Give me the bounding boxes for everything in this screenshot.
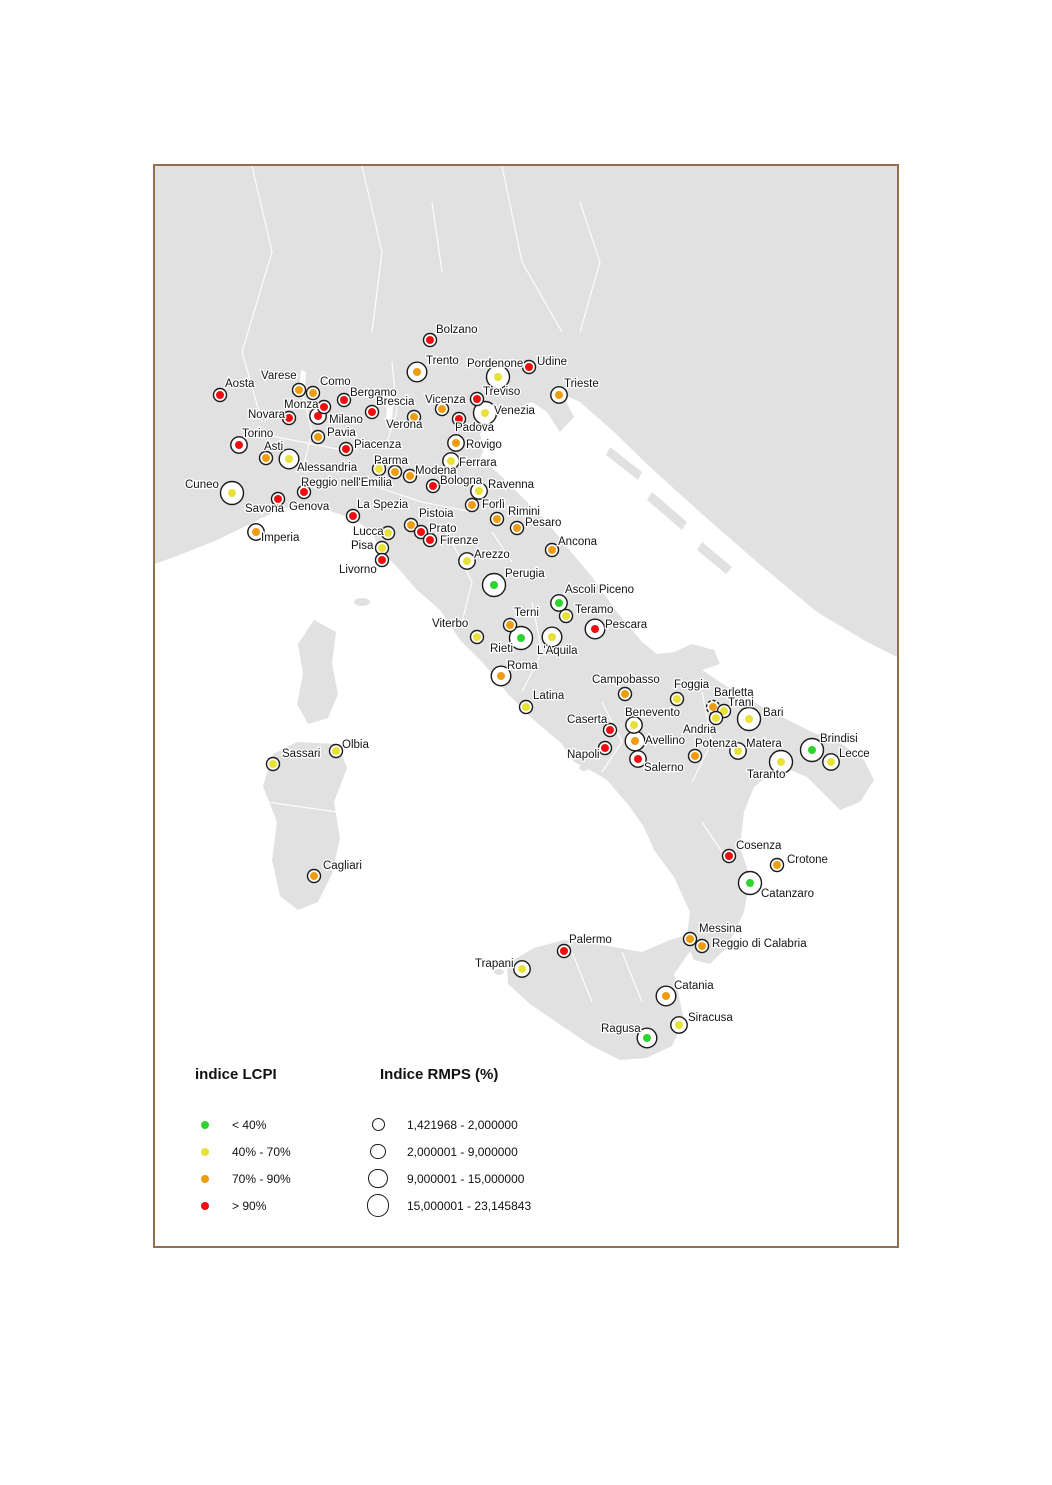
city-label-treviso: Treviso — [483, 386, 521, 398]
city-label-caserta: Caserta — [567, 714, 608, 726]
lcpi-dot — [391, 468, 399, 476]
city-label-benevento: Benevento — [625, 707, 680, 719]
lcpi-dot — [481, 409, 489, 417]
city-label-palermo: Palermo — [569, 934, 612, 946]
lcpi-dot — [555, 599, 563, 607]
lcpi-dot — [406, 472, 414, 480]
city-marker-benevento — [626, 717, 642, 733]
city-label-varese: Varese — [261, 370, 297, 382]
lcpi-dot — [548, 546, 556, 554]
city-label-perugia: Perugia — [505, 568, 545, 580]
lcpi-dot — [262, 454, 270, 462]
city-label-milano: Milano — [329, 414, 363, 426]
lcpi-dot — [473, 633, 481, 641]
city-label-avellino: Avellino — [645, 735, 686, 747]
city-label-genova: Genova — [289, 501, 330, 513]
city-label-catanzaro: Catanzaro — [761, 888, 815, 900]
city-label-catania: Catania — [674, 980, 714, 992]
lcpi-legend-label: 70% - 90% — [232, 1171, 291, 1186]
city-marker-bologna — [427, 480, 440, 493]
lcpi-dot — [447, 457, 455, 465]
city-label-udine: Udine — [537, 356, 568, 368]
lcpi-dot — [777, 758, 785, 766]
city-marker-terni — [504, 619, 517, 632]
city-marker-potenza — [689, 750, 702, 763]
city-label-viterbo: Viterbo — [432, 618, 469, 630]
city-label-latina: Latina — [533, 690, 565, 702]
lcpi-dot — [468, 501, 476, 509]
city-label-imperia: Imperia — [261, 532, 300, 544]
city-label-arezzo: Arezzo — [474, 549, 510, 561]
city-marker-sassari — [267, 758, 280, 771]
lcpi-dot — [506, 621, 514, 629]
city-marker-teramo — [560, 610, 573, 623]
city-label-bergamo: Bergamo — [350, 387, 397, 399]
city-label-potenza: Potenza — [695, 738, 738, 750]
city-marker-olbia — [330, 745, 343, 758]
legend-lcpi-item-orange — [187, 1165, 357, 1192]
rmps-swatch-cell — [358, 1118, 398, 1131]
lcpi-dot — [426, 536, 434, 544]
city-marker-bolzano — [424, 334, 437, 347]
lcpi-dot — [562, 612, 570, 620]
city-label-bologna: Bologna — [440, 475, 483, 487]
city-label-bari: Bari — [763, 707, 784, 719]
lcpi-dot — [475, 487, 483, 495]
legend-lcpi-rows — [187, 1111, 357, 1219]
rmps-legend-circle-4 — [367, 1194, 390, 1217]
lcpi-dot — [560, 947, 568, 955]
rmps-legend-circle-3 — [368, 1169, 388, 1189]
city-marker-treviso — [471, 393, 484, 406]
lcpi-dot — [320, 403, 328, 411]
lcpi-swatch-cell — [187, 1202, 223, 1210]
city-label-trento: Trento — [426, 355, 459, 367]
city-marker-cosenza — [723, 850, 736, 863]
city-label-modena: Modena — [415, 465, 457, 477]
city-label-roma: Roma — [507, 660, 538, 672]
city-marker-pisa — [376, 542, 389, 555]
map-frame — [153, 164, 899, 1248]
city-label-pisa: Pisa — [351, 540, 374, 552]
lcpi-dot — [808, 746, 816, 754]
city-marker-asti — [260, 452, 273, 465]
city-marker-catanzaro — [739, 872, 762, 895]
lcpi-legend-dot-yellow — [201, 1148, 209, 1156]
city-label-lecce: Lecce — [839, 748, 870, 760]
lcpi-dot — [300, 488, 308, 496]
legend-rmps — [358, 1066, 658, 1219]
lcpi-dot — [235, 441, 243, 449]
lcpi-dot — [686, 935, 694, 943]
city-label-trapani: Trapani — [475, 958, 514, 970]
city-marker-pesaro — [511, 522, 524, 535]
city-marker-viterbo — [471, 631, 484, 644]
legend-lcpi-item-red — [187, 1192, 357, 1219]
city-label-pesaro: Pesaro — [525, 517, 562, 529]
city-label-pordenone: Pordenone — [467, 358, 524, 370]
lcpi-legend-label: < 40% — [232, 1117, 267, 1132]
city-label-novara: Novara — [248, 409, 286, 421]
elba-island — [354, 598, 370, 606]
city-label-salerno: Salerno — [644, 762, 684, 774]
city-label-messina: Messina — [699, 923, 742, 935]
city-label-livorno: Livorno — [339, 564, 377, 576]
lcpi-dot — [274, 495, 282, 503]
city-label-brescia: Brescia — [376, 396, 415, 408]
city-label-torino: Torino — [242, 428, 274, 440]
city-label-pavia: Pavia — [327, 427, 356, 439]
city-marker-andria — [710, 712, 723, 725]
city-label-cuneo: Cuneo — [185, 479, 219, 491]
city-marker-varese — [293, 384, 306, 397]
legend-rmps-item-4 — [358, 1192, 658, 1219]
city-label-padova: Padova — [455, 422, 495, 434]
lcpi-dot — [675, 1021, 683, 1029]
lcpi-dot — [413, 368, 421, 376]
city-label-ragusa: Ragusa — [601, 1023, 641, 1035]
lcpi-dot — [601, 744, 609, 752]
city-label-sassari: Sassari — [282, 748, 321, 760]
city-label-rovigo: Rovigo — [466, 439, 502, 451]
lcpi-dot — [463, 557, 471, 565]
city-label-la-spezia: La Spezia — [357, 499, 409, 511]
city-marker-trento — [407, 362, 427, 382]
lcpi-dot — [378, 544, 386, 552]
city-label-napoli: Napoli — [567, 749, 600, 761]
rmps-legend-label: 15,000001 - 23,145843 — [407, 1198, 532, 1213]
city-marker-pescara — [585, 619, 605, 639]
city-label-brindisi: Brindisi — [820, 733, 858, 745]
city-label-reggio-nell-emilia: Reggio nell'Emilia — [301, 477, 393, 489]
city-marker-rimini — [491, 513, 504, 526]
city-label-firenze: Firenze — [440, 535, 479, 547]
lcpi-legend-label: 40% - 70% — [232, 1144, 291, 1159]
lcpi-dot — [332, 747, 340, 755]
lcpi-dot — [712, 714, 720, 722]
lcpi-dot — [745, 715, 753, 723]
city-marker-rovigo — [448, 435, 464, 451]
lcpi-dot — [606, 726, 614, 734]
lcpi-dot — [513, 524, 521, 532]
city-label-matera: Matera — [746, 738, 782, 750]
city-label-asti: Asti — [264, 441, 284, 453]
city-label-andria: Andria — [683, 724, 717, 736]
city-label-terni: Terni — [514, 607, 539, 619]
city-label-cagliari: Cagliari — [323, 860, 362, 872]
lcpi-dot — [473, 395, 481, 403]
city-label-bolzano: Bolzano — [436, 324, 478, 336]
legend-rmps-item-3 — [358, 1165, 658, 1192]
city-label-forl: Forlì — [482, 499, 505, 511]
lcpi-dot — [438, 405, 446, 413]
city-marker-piacenza — [340, 443, 353, 456]
legend-lcpi-item-green — [187, 1111, 357, 1138]
lcpi-dot — [252, 528, 260, 536]
city-marker-foggia — [671, 693, 684, 706]
city-label-trieste: Trieste — [564, 378, 599, 390]
legend-lcpi — [187, 1066, 357, 1219]
city-label-lucca: Lucca — [353, 526, 384, 538]
city-label-l-aquila: L'Aquila — [537, 645, 578, 657]
lcpi-dot — [452, 439, 460, 447]
city-label-taranto: Taranto — [747, 769, 786, 781]
city-label-pistoia: Pistoia — [419, 508, 454, 520]
city-marker-latina — [520, 701, 533, 714]
city-label-piacenza: Piacenza — [354, 439, 402, 451]
lcpi-dot — [378, 556, 386, 564]
lcpi-dot — [310, 872, 318, 880]
lcpi-dot — [662, 992, 670, 1000]
city-label-ravenna: Ravenna — [488, 479, 535, 491]
lcpi-dot — [673, 695, 681, 703]
city-marker-l-aquila — [542, 627, 562, 647]
lcpi-dot — [493, 515, 501, 523]
city-label-ferrara: Ferrara — [459, 457, 497, 469]
city-marker-monza — [318, 401, 331, 414]
lcpi-legend-dot-red — [201, 1202, 209, 1210]
city-label-aosta: Aosta — [225, 378, 255, 390]
city-marker-palermo — [558, 945, 571, 958]
city-marker-cagliari — [308, 870, 321, 883]
lcpi-dot — [525, 363, 533, 371]
lcpi-dot — [773, 861, 781, 869]
city-label-teramo: Teramo — [575, 604, 614, 616]
city-label-rieti: Rieti — [490, 643, 514, 655]
city-marker-avellino — [625, 731, 645, 751]
city-marker-forl — [466, 499, 479, 512]
lcpi-dot — [384, 529, 392, 537]
city-label-olbia: Olbia — [342, 739, 369, 751]
city-label-barletta: Barletta — [714, 687, 754, 699]
legend-rmps-item-1 — [358, 1111, 658, 1138]
legend-rmps-rows — [358, 1111, 658, 1219]
lcpi-dot — [417, 528, 425, 536]
lcpi-dot — [490, 581, 498, 589]
lcpi-dot — [314, 433, 322, 441]
city-marker-messina — [684, 933, 697, 946]
city-marker-siracusa — [671, 1017, 687, 1033]
city-marker-catania — [656, 986, 676, 1006]
city-marker-firenze — [424, 534, 437, 547]
city-marker-ancona — [546, 544, 559, 557]
city-marker-ascoli-piceno — [551, 595, 567, 611]
city-marker-arezzo — [459, 553, 475, 569]
legend-lcpi-title: indice LCPI — [195, 1066, 277, 1083]
rmps-legend-circle-1 — [372, 1118, 385, 1131]
legend-lcpi-item-yellow — [187, 1138, 357, 1165]
legend-rmps-item-2 — [358, 1138, 658, 1165]
city-label-vicenza: Vicenza — [425, 394, 466, 406]
city-label-parma: Parma — [374, 455, 408, 467]
rmps-swatch-cell — [358, 1194, 398, 1217]
city-label-savona: Savona — [245, 503, 285, 515]
rmps-legend-circle-2 — [370, 1144, 386, 1160]
city-label-como: Como — [320, 376, 351, 388]
city-label-reggio-di-calabria: Reggio di Calabria — [712, 938, 807, 950]
lcpi-dot — [555, 391, 563, 399]
lcpi-dot — [827, 758, 835, 766]
city-marker-bergamo — [338, 394, 351, 407]
lcpi-dot — [634, 755, 642, 763]
city-label-campobasso: Campobasso — [592, 674, 660, 686]
lcpi-dot — [643, 1034, 651, 1042]
city-marker-lecce — [823, 754, 839, 770]
city-label-siracusa: Siracusa — [688, 1012, 733, 1024]
lcpi-dot — [497, 672, 505, 680]
rmps-legend-label: 1,421968 - 2,000000 — [407, 1117, 518, 1132]
city-marker-crotone — [771, 859, 784, 872]
lcpi-dot — [269, 760, 277, 768]
city-label-trani: Trani — [728, 697, 754, 709]
city-label-venezia: Venezia — [494, 405, 535, 417]
rmps-legend-label: 9,000001 - 15,000000 — [407, 1171, 525, 1186]
lcpi-dot — [548, 633, 556, 641]
city-marker-perugia — [483, 574, 506, 597]
lcpi-dot — [407, 521, 415, 529]
rmps-legend-label: 2,000001 - 9,000000 — [407, 1144, 518, 1159]
lcpi-dot — [746, 879, 754, 887]
lcpi-legend-dot-green — [201, 1121, 209, 1129]
lcpi-dot — [429, 482, 437, 490]
city-marker-como — [307, 387, 320, 400]
lcpi-swatch-cell — [187, 1121, 223, 1129]
city-label-prato: Prato — [429, 523, 457, 535]
city-marker-la-spezia — [347, 510, 360, 523]
lcpi-dot — [340, 396, 348, 404]
lcpi-dot — [494, 373, 502, 381]
lcpi-dot — [216, 391, 224, 399]
city-label-alessandria: Alessandria — [297, 462, 358, 474]
city-label-ascoli-piceno: Ascoli Piceno — [565, 584, 635, 596]
lcpi-dot — [691, 752, 699, 760]
lcpi-dot — [349, 512, 357, 520]
lcpi-dot — [709, 703, 717, 711]
rmps-swatch-cell — [358, 1169, 398, 1189]
city-label-crotone: Crotone — [787, 854, 828, 866]
ischia-island — [579, 765, 589, 771]
lcpi-dot — [517, 634, 525, 642]
city-marker-reggio-di-calabria — [696, 940, 709, 953]
lcpi-dot — [518, 965, 526, 973]
lcpi-dot — [285, 455, 293, 463]
city-marker-aosta — [214, 389, 227, 402]
lcpi-legend-label: > 90% — [232, 1198, 267, 1213]
city-marker-campobasso — [619, 688, 632, 701]
lcpi-swatch-cell — [187, 1148, 223, 1156]
city-label-rimini: Rimini — [508, 506, 540, 518]
lcpi-dot — [309, 389, 317, 397]
legend-rmps-title: Indice RMPS (%) — [380, 1066, 499, 1083]
city-marker-cuneo — [221, 482, 244, 505]
lcpi-dot — [725, 852, 733, 860]
city-label-monza: Monza — [284, 399, 319, 411]
lcpi-dot — [522, 703, 530, 711]
lcpi-dot — [630, 721, 638, 729]
lcpi-dot — [591, 625, 599, 633]
city-marker-napoli — [599, 742, 612, 755]
city-marker-livorno — [376, 554, 389, 567]
city-marker-bari — [738, 708, 761, 731]
lcpi-dot — [285, 414, 293, 422]
lcpi-dot — [295, 386, 303, 394]
lcpi-swatch-cell — [187, 1175, 223, 1183]
city-label-pescara: Pescara — [605, 619, 648, 631]
city-label-cosenza: Cosenza — [736, 840, 782, 852]
lcpi-dot — [698, 942, 706, 950]
city-marker-trapani — [514, 961, 530, 977]
city-marker-pavia — [312, 431, 325, 444]
lcpi-legend-dot-orange — [201, 1175, 209, 1183]
city-marker-udine — [523, 361, 536, 374]
lcpi-dot — [368, 408, 376, 416]
lcpi-dot — [342, 445, 350, 453]
rmps-swatch-cell — [358, 1144, 398, 1160]
city-label-ancona: Ancona — [558, 536, 598, 548]
lcpi-dot — [426, 336, 434, 344]
lcpi-dot — [228, 489, 236, 497]
lcpi-dot — [621, 690, 629, 698]
lcpi-dot — [631, 737, 639, 745]
city-label-verona: Verona — [386, 419, 423, 431]
city-label-foggia: Foggia — [674, 679, 710, 691]
